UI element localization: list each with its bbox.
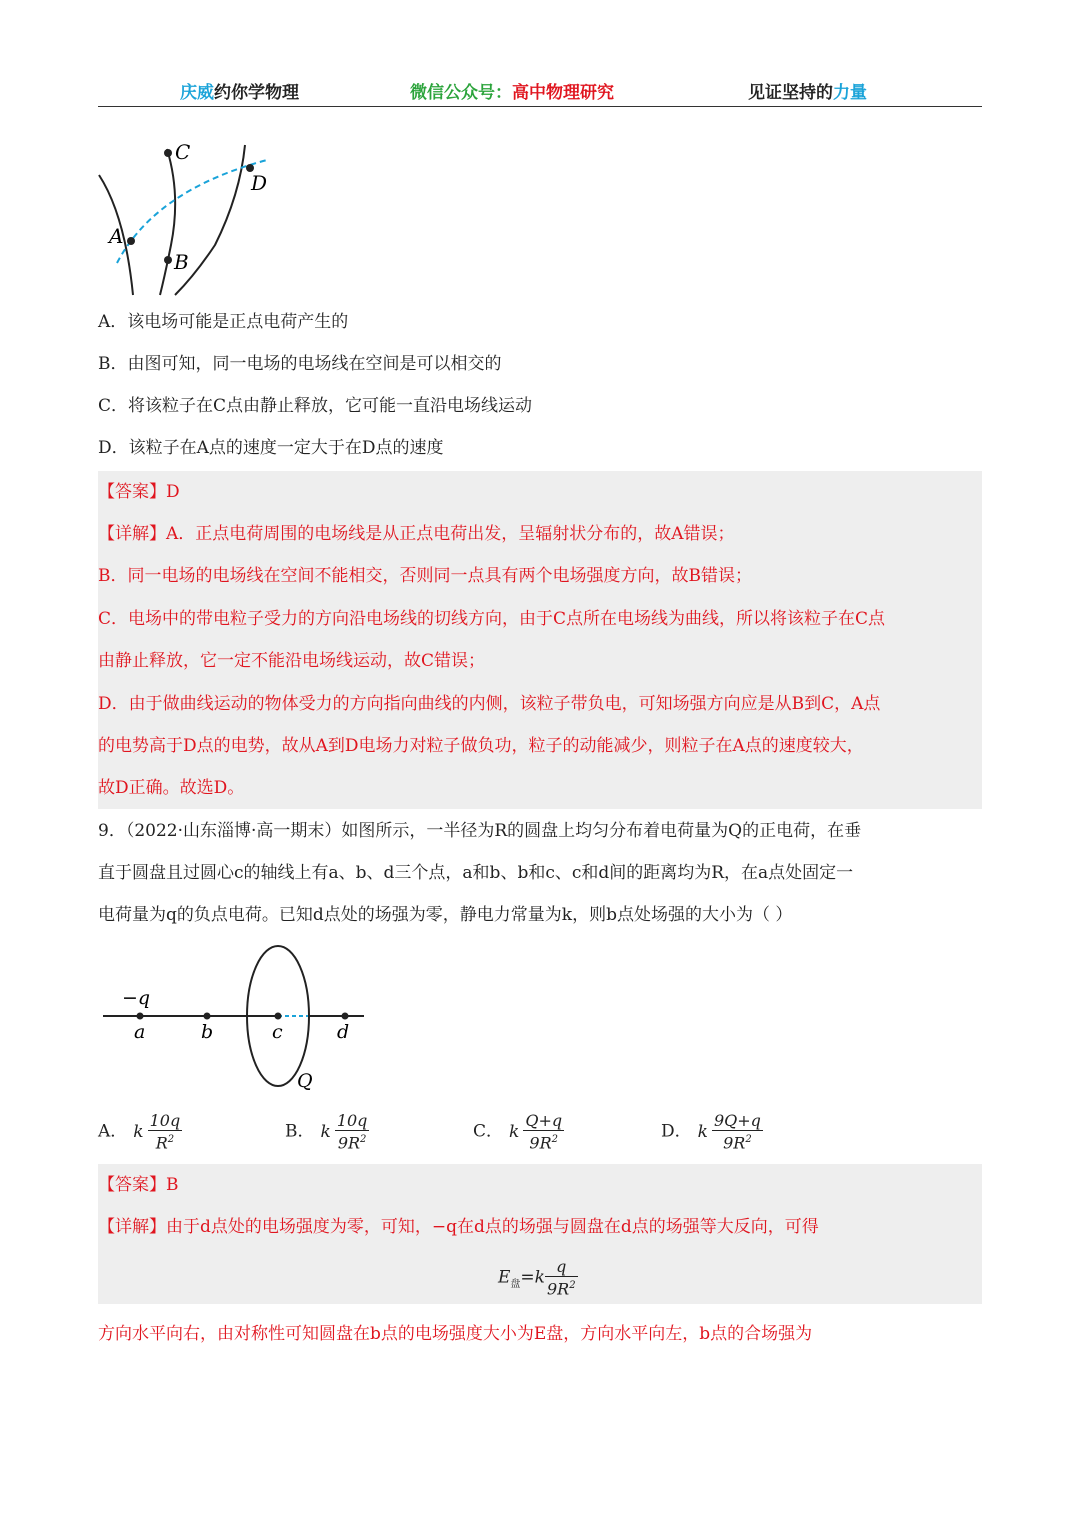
q9-detail-1: 【详解】由于d点处的电场强度为零，可知，−q在d点的场强与圆盘在d点的场强等大反向，可得 [98, 1217, 819, 1237]
q9-option-a: A． k $\frac{10q}{R^2}$ [98, 1111, 181, 1153]
header-left: 庆威约你学物理 [180, 83, 299, 103]
q8-detail-5: D．由于做曲线运动的物体受力的方向指向曲线的内侧，该粒子带负电，可知场强方向应是从B到C，A点 [98, 694, 881, 714]
disc-axis-figure [100, 940, 370, 1095]
header-right: 见证坚持的力量 [748, 83, 867, 103]
q9-formula: $E_盘=k$ $\frac{q}{9R^2}$ [498, 1257, 576, 1299]
label-c: c [272, 1021, 283, 1043]
q8-option-c: C．将该粒子在C点由静止释放，它可能一直沿电场线运动 [98, 396, 533, 416]
q8-detail-2: B．同一电场的电场线在空间不能相交，否则同一点具有两个电场强度方向，故B错误； [98, 566, 752, 586]
point-a [127, 237, 135, 245]
q8-option-d: D．该粒子在A点的速度一定大于在D点的速度 [98, 438, 444, 458]
label-c: C [175, 140, 191, 164]
q8-detail-3: C．电场中的带电粒子受力的方向沿电场线的切线方向，由于C点所在电场线为曲线，所以将该粒子在C点 [98, 609, 886, 629]
label-b: B [174, 250, 189, 274]
q9-stem-3: 电荷量为q的负点电荷。已知d点处的场强为零，静电力常量为k，则b点处场强的大小为（ ） [98, 905, 793, 925]
q8-detail-4: 由静止释放，它一定不能沿电场线运动，故C错误； [98, 651, 486, 671]
field-line-middle [160, 149, 175, 295]
q8-answer: 【答案】D [98, 482, 180, 502]
q8-detail-7: 故D正确。故选D。 [98, 778, 245, 798]
header-middle: 微信公众号：高中物理研究 [410, 83, 614, 103]
label-a: A [109, 224, 124, 248]
point-a [137, 1013, 144, 1020]
q9-stem-2: 直于圆盘且过圆心c的轴线上有a、b、d三个点，a和b、b和c、c和d间的距离均为R，在a点处固定一 [98, 863, 854, 883]
point-b [164, 256, 172, 264]
q8-option-b: B．由图可知，同一电场的电场线在空间是可以相交的 [98, 354, 502, 374]
q9-option-c: C． k $\frac{Q+q}{9R^2}$ [473, 1111, 563, 1153]
q9-stem-1: 9．（2022·山东淄博·高一期末）如图所示，一半径为R的圆盘上均匀分布着电荷量为Q的正电荷，在垂 [98, 821, 862, 841]
q9-answer: 【答案】B [98, 1175, 179, 1195]
q9-option-b: B． k $\frac{10q}{9R^2}$ [285, 1111, 368, 1153]
point-b [204, 1013, 211, 1020]
page-header [98, 72, 982, 107]
q8-detail-6: 的电势高于D点的电势，故从A到D电场力对粒子做负功，粒子的动能减少，则粒子在A点的速度较大， [98, 736, 864, 756]
point-c [275, 1013, 282, 1020]
q9-detail-2: 方向水平向右，由对称性可知圆盘在b点的电场强度大小为E盘，方向水平向左，b点的合场强为 [98, 1324, 813, 1344]
label-d: D [251, 171, 268, 195]
particle-trajectory [117, 160, 267, 263]
point-d [342, 1013, 349, 1020]
label-b: b [201, 1021, 214, 1043]
label-a: a [134, 1021, 146, 1043]
q8-option-a: A．该电场可能是正点电荷产生的 [98, 312, 349, 332]
q8-detail-1: 【详解】A．正点电荷周围的电场线是从正点电荷出发，呈辐射状分布的，故A错误； [98, 524, 735, 544]
point-c [164, 149, 172, 157]
label-d: d [337, 1021, 350, 1043]
q9-option-d: D． k $\frac{9Q+q}{9R^2}$ [661, 1111, 761, 1153]
label-neg-q: −q [122, 987, 151, 1009]
field-lines-figure [95, 135, 285, 300]
label-q-disc: Q [297, 1070, 313, 1092]
